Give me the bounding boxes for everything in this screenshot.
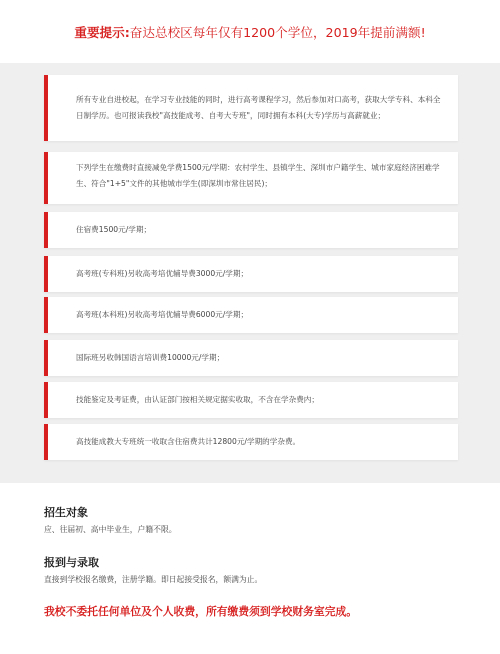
fee-card — [44, 75, 458, 141]
admission-title: 招生对象 — [44, 506, 88, 519]
fee-card-text: 高考班(专科班)另收高考培优辅导费3000元/学期； — [76, 269, 249, 278]
payment-warning: 我校不委托任何单位及个人收费，所有缴费须到学校财务室完成。 — [44, 605, 358, 618]
notice-lead: 重要提示: — [74, 25, 130, 40]
enrollment-text: 直接到学校报名缴费，注册学籍。即日起接受报名，额满为止。 — [44, 575, 263, 584]
accent-bar — [44, 152, 48, 204]
important-notice — [0, 22, 500, 44]
fee-card-text: 下列学生在缴费时直接减免学费1500元/学期：农村学生、县镇学生、深圳市户籍学生、城市家庭经济困难学生、符合"1+5"文件的其他城市学生(即深圳市常住居民)； — [76, 163, 440, 188]
fee-card-text: 高考班(本科班)另收高考培优辅导费6000元/学期； — [76, 310, 249, 319]
accent-bar — [44, 212, 48, 248]
accent-bar — [44, 424, 48, 460]
accent-bar — [44, 297, 48, 333]
fee-card — [44, 340, 458, 376]
fee-card — [44, 256, 458, 292]
fee-card — [44, 297, 458, 333]
fee-card — [44, 152, 458, 204]
admission-text: 应、往届初、高中毕业生，户籍不限。 — [44, 525, 177, 534]
fee-card-text: 高技能成教大专班统一收取含住宿费共计12800元/学期的学杂费。 — [76, 437, 301, 446]
fee-card-text: 住宿费1500元/学期； — [76, 225, 152, 234]
enrollment-title: 报到与录取 — [44, 556, 99, 569]
fee-card — [44, 212, 458, 248]
accent-bar — [44, 382, 48, 418]
fee-card-text: 技能鉴定及考证费，由认证部门按相关规定据实收取，不含在学杂费内； — [76, 395, 319, 404]
fee-card-text: 国际班另收韩国语言培训费10000元/学期； — [76, 353, 225, 362]
fee-card — [44, 424, 458, 460]
accent-bar — [44, 256, 48, 292]
accent-bar — [44, 340, 48, 376]
fee-card — [44, 382, 458, 418]
accent-bar — [44, 75, 48, 141]
notice-text: 奋达总校区每年仅有1200个学位，2019年提前满额! — [129, 25, 426, 40]
fee-card-text: 所有专业自进校起，在学习专业技能的同时，进行高考课程学习，然后参加对口高考，获取大学专科、本科全日制学历。也可报读我校"高技能成考、自考大专班"，同时拥有本科(大专)学历与高薪就业； — [76, 95, 441, 120]
